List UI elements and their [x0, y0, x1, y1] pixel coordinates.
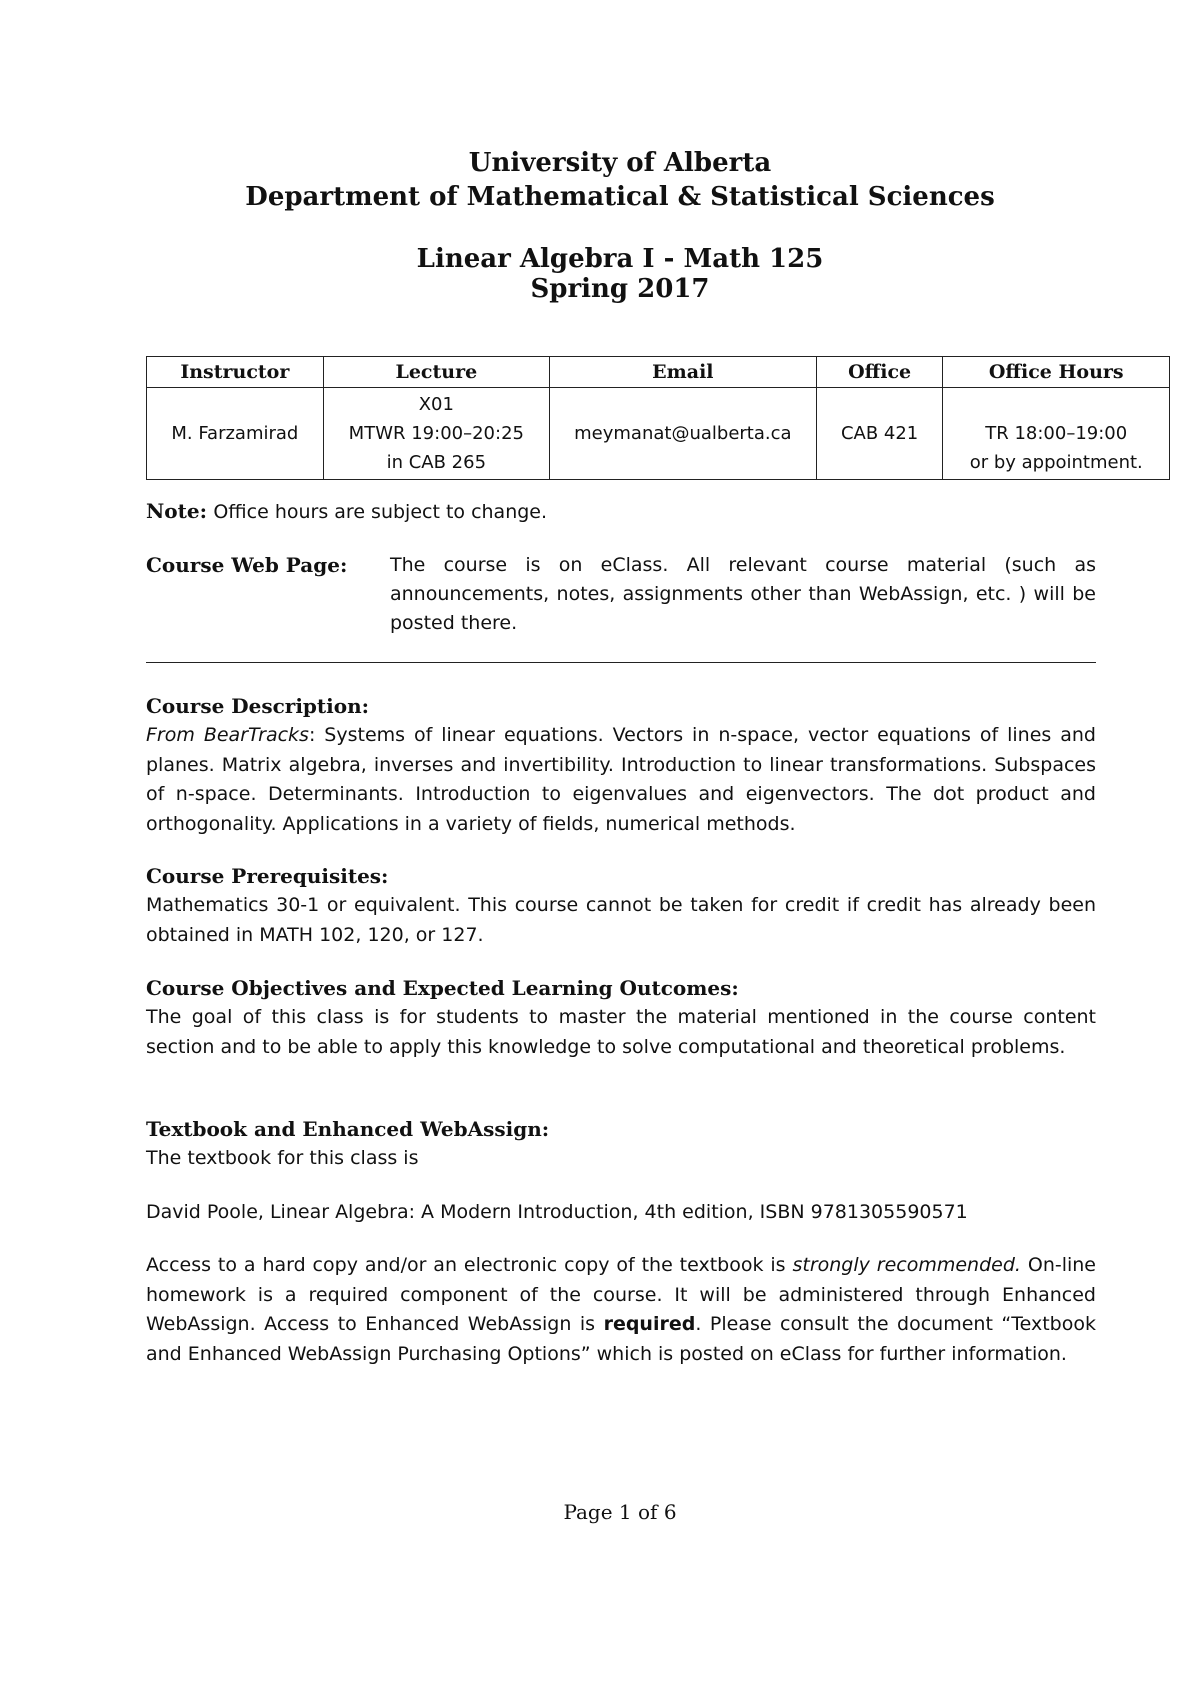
- term-title: Spring 2017: [530, 274, 710, 304]
- page-number: Page 1 of 6: [563, 1500, 677, 1524]
- university-title: University of Alberta: [468, 148, 772, 178]
- schedule-header-row: [147, 357, 1170, 388]
- note-line: [146, 497, 1096, 527]
- prerequisites-section: [146, 862, 1096, 950]
- lecture-cell: [323, 388, 549, 480]
- department-title: Department of Mathematical & Statistical Sciences: [245, 182, 995, 212]
- note-label: Note:: [146, 499, 207, 523]
- schedule-table: [146, 356, 1170, 480]
- textbook-access-p1: Access to a hard copy and/or an electronic copy of the textbook is: [146, 1254, 786, 1276]
- description-section: [146, 692, 1096, 839]
- textbook-access-p3: . Please consult the document “Textbook and Enhanced WebAssign Purchasing Options” which is posted on eClass for further information.: [146, 1313, 1096, 1365]
- web-page-text: The course is on eClass. All relevant course material (such as announcements, notes, assignments other than WebAssign, etc. ) will be posted there.: [390, 554, 1096, 634]
- description-body: : Systems of linear equations. Vectors in n-space, vector equations of lines and planes. Matrix algebra, inverses and invertibility. Introduction to linear transformations. Subspaces of n-space. Determinants. Introduction to eigenvalues and eigenvectors. The dot product and orthogonality. Applications in a variety of fields, numerical methods.: [146, 724, 1096, 835]
- description-source: From BearTracks: [146, 724, 309, 746]
- prerequisites-heading: Course Prerequisites:: [146, 864, 389, 888]
- description-text: [146, 721, 1096, 839]
- textbook-access-paragraph: [146, 1251, 1096, 1369]
- textbook-section: [146, 1115, 1096, 1369]
- section-divider: [146, 662, 1096, 663]
- office-cell: CAB 421: [816, 388, 943, 480]
- prerequisites-text: Mathematics 30-1 or equivalent. This course cannot be taken for credit if credit has already been obtained in MATH 102, 120, or 127.: [146, 894, 1096, 946]
- lecture-room: in CAB 265: [386, 452, 487, 473]
- objectives-section: [146, 974, 1096, 1062]
- office-hours-time: TR 18:00–19:00: [985, 423, 1128, 444]
- lecture-time: MTWR 19:00–20:25: [348, 423, 524, 444]
- header-office: Office: [816, 357, 943, 388]
- textbook-citation: David Poole, Linear Algebra: A Modern Introduction, 4th edition, ISBN 9781305590571: [146, 1200, 968, 1223]
- textbook-intro: The textbook for this class is: [146, 1147, 419, 1169]
- objectives-heading: Course Objectives and Expected Learning Outcomes:: [146, 976, 739, 1000]
- note-text: Office hours are subject to change.: [213, 501, 548, 523]
- web-page-label: Course Web Page:: [146, 553, 348, 577]
- description-heading: Course Description:: [146, 694, 370, 718]
- textbook-access-p2: On-line homework is a required component of the course. It will be administered through Enhanced WebAssign. Access to Enhanced WebAssign is: [146, 1254, 1097, 1335]
- office-hours-appointment: or by appointment.: [969, 452, 1143, 473]
- email-cell: meymanat@ualberta.ca: [549, 388, 816, 480]
- lecture-section: X01: [418, 394, 454, 415]
- table-row: [147, 388, 1170, 480]
- textbook-access-emphasis: strongly recommended.: [792, 1254, 1021, 1276]
- instructor-cell: M. Farzamirad: [147, 388, 324, 480]
- header-office-hours: Office Hours: [943, 357, 1170, 388]
- header-lecture: Lecture: [323, 357, 549, 388]
- header-email: Email: [549, 357, 816, 388]
- course-title: Linear Algebra I - Math 125: [416, 244, 824, 274]
- objectives-text: The goal of this class is for students to master the material mentioned in the course content section and to be able to apply this knowledge to solve computational and theoretical problems.: [146, 1006, 1096, 1058]
- textbook-heading: Textbook and Enhanced WebAssign:: [146, 1117, 550, 1141]
- office-hours-cell: [943, 388, 1170, 480]
- textbook-access-required: required: [603, 1313, 696, 1335]
- header-instructor: Instructor: [147, 357, 324, 388]
